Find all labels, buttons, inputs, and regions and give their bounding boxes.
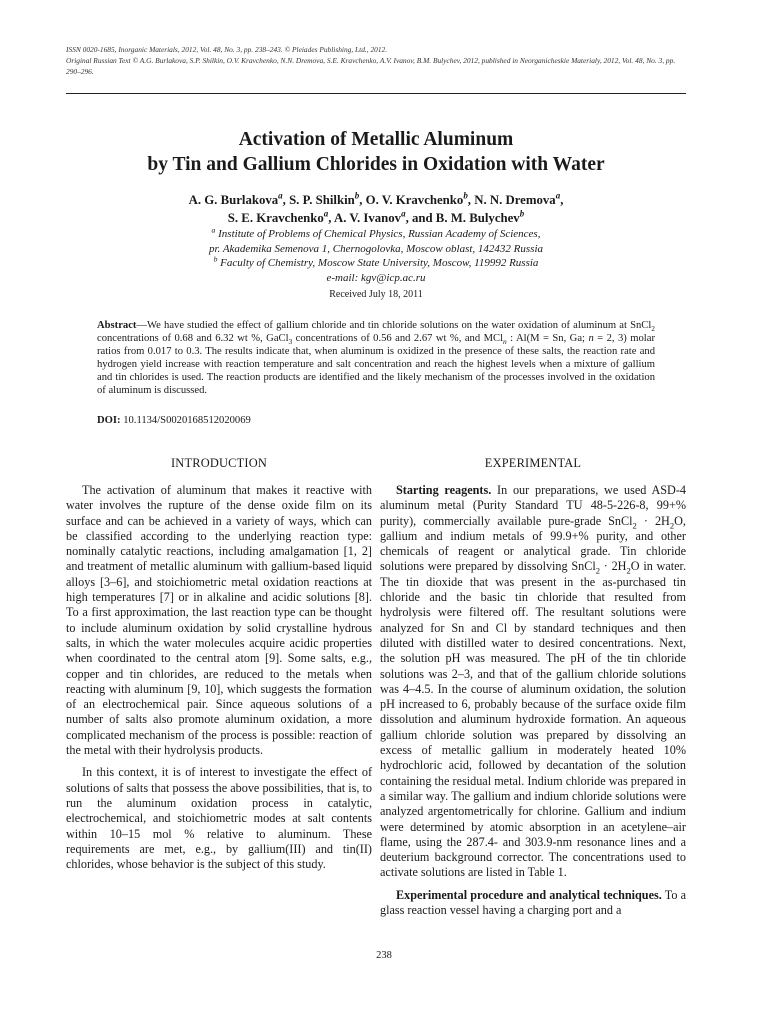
doi [97, 414, 251, 427]
abstract: Abstract—We have studied the effect of gallium chloride and tin chloride solutions on the water oxidation of aluminum at SnCl$_2$ concentrations of 0.68 and 6.32 wt %, GaCl$_3$ concentrations of 0.56 and 2.67 wt %, and MCl$_n$ : Al(M = Sn, Ga; n = 2, 3) molar ratios from 0.017 to 0.3. The results indicate that, when aluminum is oxidized in the presence of these salts, the reaction rate and hydrogen yield increase with reaction temperature and salt concentration and reach the highest levels when a mixture of gallium and tin chlorides is used. The reaction products are identified and the likely mechanism of the processes involved in the oxidation of aluminum is discussed. [97, 320, 655, 396]
contact-email: e-mail: kgv@icp.ac.ru [326, 271, 426, 284]
author: A. G. Burlakova [188, 193, 279, 207]
author-affil-mark: a [278, 190, 283, 201]
section-heading-introduction: INTRODUCTION [170, 456, 267, 470]
run-in-heading: Experimental procedure and analytical techniques. [396, 887, 662, 902]
header-rule [66, 93, 686, 94]
author-list [66, 191, 686, 227]
author-affil-mark: b [354, 190, 360, 201]
author: B. M. Bulychev [435, 211, 520, 225]
section-heading-experimental: EXPERIMENTAL [484, 456, 582, 470]
paragraph: Experimental procedure and analytical techniques. To a glass reaction vessel having a charging port and a [380, 887, 686, 918]
publication-header [66, 44, 686, 77]
issn-line: ISSN 0020-1685, Inorganic Materials, 2012, Vol. 48, No. 3, pp. 238–243. © Pleiades Publishing, Ltd., 2012. [66, 45, 388, 54]
affiliation-b: $^b$ Faculty of Chemistry, Moscow State University, Moscow, 119992 Russia [213, 254, 539, 270]
author-affil-mark: a [323, 208, 329, 219]
affiliation-a: $^a$ Institute of Problems of Chemical Physics, Russian Academy of Sciences, [211, 225, 541, 240]
doi-label: DOI: [97, 415, 121, 426]
author-affil-mark: a [401, 208, 406, 219]
author: N. N. Dremova [474, 193, 556, 207]
author: O. V. Kravchenko [365, 193, 464, 207]
received-date: Received July 18, 2011 [329, 289, 423, 300]
author-affil-mark: b [463, 190, 468, 201]
author-line-2: S. E. Kravchenko$^a$, A. V. Ivanov$^a$, and B. M. Bulychev$^b$ [227, 208, 525, 225]
abstract-label: Abstract [97, 320, 137, 331]
author-affil-mark: a [555, 190, 561, 201]
paragraph: In this context, it is of interest to investigate the effect of solutions of salts that possess the above possibilities, that is, to run the aluminum oxidation process in catalytic, electrochemical, and stoichiometric modes at salt contents within 10–15 mol % relative to aluminum. These requirements are met, e.g., by gallium(III) and tin(II) chlorides, whose behavior is the subject of this study. [66, 765, 372, 872]
right-column [380, 455, 686, 925]
paper-title [66, 127, 686, 177]
paragraph: The activation of aluminum that makes it reactive with water involves the rupture of the dense oxide film on its surface and can be achieved in a variety of ways, which can be classified according to the underlying reaction type: nominally catalytic reactions, including amalgamation [1, 2] and treatment of metallic aluminum with gallium-based liquid alloys [3–6], and stoichiometric metal oxidation reactions at high temperatures [7] or in alkaline and acidic solutions [8]. To a first approximation, the last reaction type can be thought to include aluminum oxidation by solid crystalline hydrous salts, in which the water molecules acquire acidic properties when coordinated to the central atom [9]. Some salts, e.g., copper and tin chlorides, are reduced to the metals when reacting with aluminum [9, 10], which suggests the formation of an electrochemical pair. Since aqueous solutions of a number of salts also promote aluminum oxidation, a more complicated mechanism of the process is possible: reaction of the metal with their hydrolysis products. [66, 483, 372, 758]
paragraph: Starting reagents. In our preparations, we used ASD-4 aluminum metal (Purity Standard TU 48-5-226-8, 99+% purity), commercially available pure-grade SnCl$_2$ · $2H_2O$, gallium and indium metals of 99.9+% purity, and other chemicals of reagent or analytical grade. Tin chloride solutions were prepared by dissolving SnCl$_2$ · $2H_2O$ in water. The tin dioxide that was present in the as-purchased tin chloride and the basic tin chloride that resulted from hydrolysis were filtered off. The resultant solutions were analyzed for Sn and Cl by standard techniques and then diluted with distilled water to desired concentrations. Next, the solution pH was measured. The pH of the tin chloride solutions was 2–3, and that of the gallium chloride solutions was 4–4.5. In the course of aluminum oxidation, the solution pH increased to 6, probably because of the surface oxide film dissolution and aluminum hydroxide formation. An aqueous gallium chloride solution was prepared by dissolving an excess of metallic gallium in moderately heated 10% hydrochloric acid, followed by decantation of the solution containing the residual metal. Indium chloride was prepared in a similar way. The gallium and indium chloride solutions were analyzed argentometrically for chlorine. Gallium and indium were determined by atomic absorption in an acetylene–air flame, using the 287.4- and 303.9-nm resonance lines and a deuterium background corrector. The concentrations used to activate solutions are listed in Table 1. [380, 483, 687, 880]
author: S. E. Kravchenko [227, 211, 324, 225]
original-text-line: Original Russian Text © A.G. Burlakova, S.P. Shilkin, O.V. Kravchenko, N.N. Dremova, S.E. Kravchenko, A.V. Ivanov, B.M. Bulychev, 2012, published in Neorganicheskie Materialy, 2012, Vol. 48, No. 3, pp. 290–296. [66, 56, 676, 76]
run-in-heading: Starting reagents. [396, 483, 492, 497]
affiliations [66, 227, 686, 285]
author: A. V. Ivanov [333, 211, 402, 225]
page-number: 238 [376, 950, 392, 961]
author-line-1: A. G. Burlakova$^a$, S. P. Shilkin$^b$, O. V. Kravchenko$^b$, N. N. Dremova$^a$, [188, 190, 564, 207]
title-line-2: by Tin and Gallium Chlorides in Oxidation with Water [147, 154, 605, 175]
left-column [66, 455, 372, 879]
title-line-1: Activation of Metallic Aluminum [238, 129, 514, 150]
author: S. P. Shilkin [289, 193, 355, 207]
affiliation-a-address: pr. Akademika Semenova 1, Chernogolovka, Moscow oblast, 142432 Russia [208, 242, 544, 255]
author-affil-mark: b [519, 208, 525, 219]
doi-value: 10.1134/S0020168512020069 [120, 415, 251, 426]
